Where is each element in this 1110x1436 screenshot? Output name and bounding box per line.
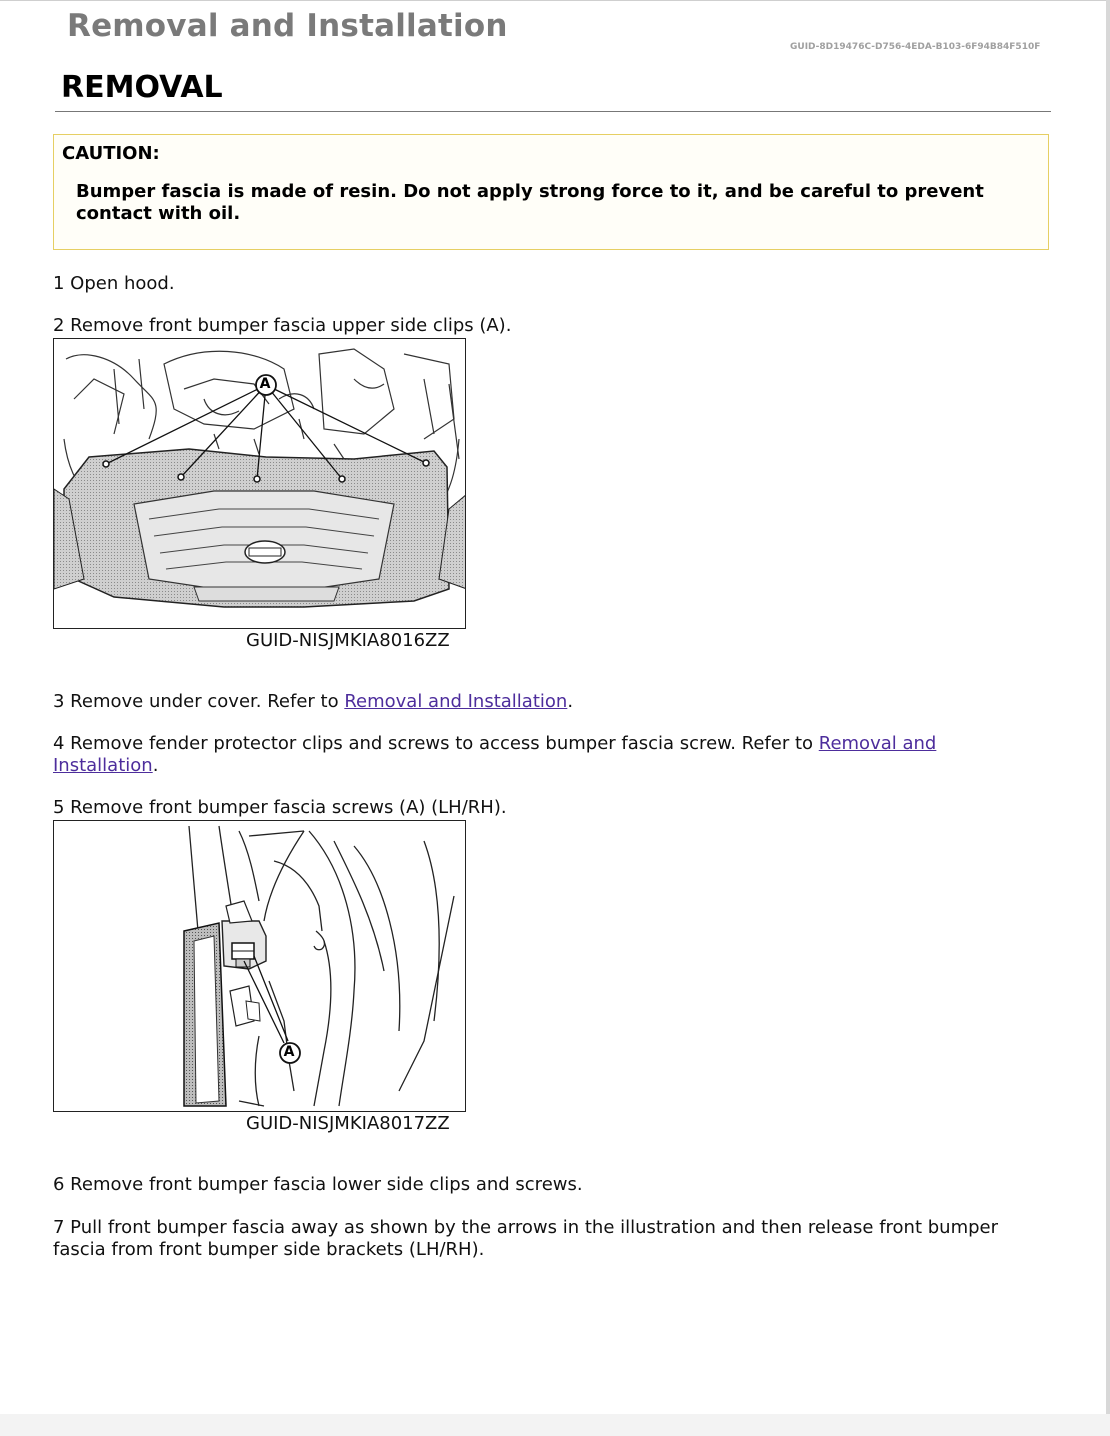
- step-3: [53, 691, 573, 713]
- step-3-link[interactable]: Removal and Installation: [344, 691, 568, 712]
- step-3-suffix: .: [567, 691, 574, 712]
- section-divider: [55, 111, 1051, 112]
- step-5: 5 Remove front bumper fascia screws (A) (LH/RH).: [53, 797, 507, 818]
- step-4-link[interactable]: Removal and Installation: [53, 733, 937, 776]
- step-2: 2 Remove front bumper fascia upper side clips (A).: [53, 315, 512, 336]
- step-1: 1 Open hood.: [53, 273, 175, 294]
- step-4-suffix: .: [152, 755, 159, 776]
- figure-2-callout: A: [283, 1044, 295, 1060]
- figure-2-caption: GUID-NISJMKIA8017ZZ: [246, 1113, 450, 1134]
- caution-label: CAUTION:: [62, 143, 160, 164]
- page-bottom-edge: [0, 1414, 1110, 1436]
- step-7: 7 Pull front bumper fascia away as shown by the arrows in the illustration and then release front bumper fascia from front bumper side brackets (LH/RH).: [53, 1217, 999, 1260]
- caution-text: Bumper fascia is made of resin. Do not apply strong force to it, and be careful to prevent contact with oil.: [76, 181, 984, 224]
- caution-box: [53, 134, 1049, 250]
- section-title: REMOVAL: [61, 70, 223, 105]
- figure-1-caption: GUID-NISJMKIA8016ZZ: [246, 630, 450, 651]
- step-3-text: 3 Remove under cover. Refer to: [53, 691, 345, 712]
- step-6: 6 Remove front bumper fascia lower side clips and screws.: [53, 1174, 583, 1195]
- page-top-edge: [0, 0, 1110, 1]
- figure-fascia-screws: [53, 820, 466, 1112]
- page-title: Removal and Installation: [67, 8, 508, 44]
- figure-1-callout: A: [259, 376, 271, 392]
- page-right-edge: [1106, 0, 1110, 1436]
- document-guid: GUID-8D19476C-D756-4EDA-B103-6F94B84F510F: [790, 42, 1041, 52]
- step-4: [53, 733, 993, 777]
- bumper-fascia-screw-illustration: [54, 821, 466, 1112]
- step-4-text: 4 Remove fender protector clips and screws to access bumper fascia screw. Refer to: [53, 733, 819, 754]
